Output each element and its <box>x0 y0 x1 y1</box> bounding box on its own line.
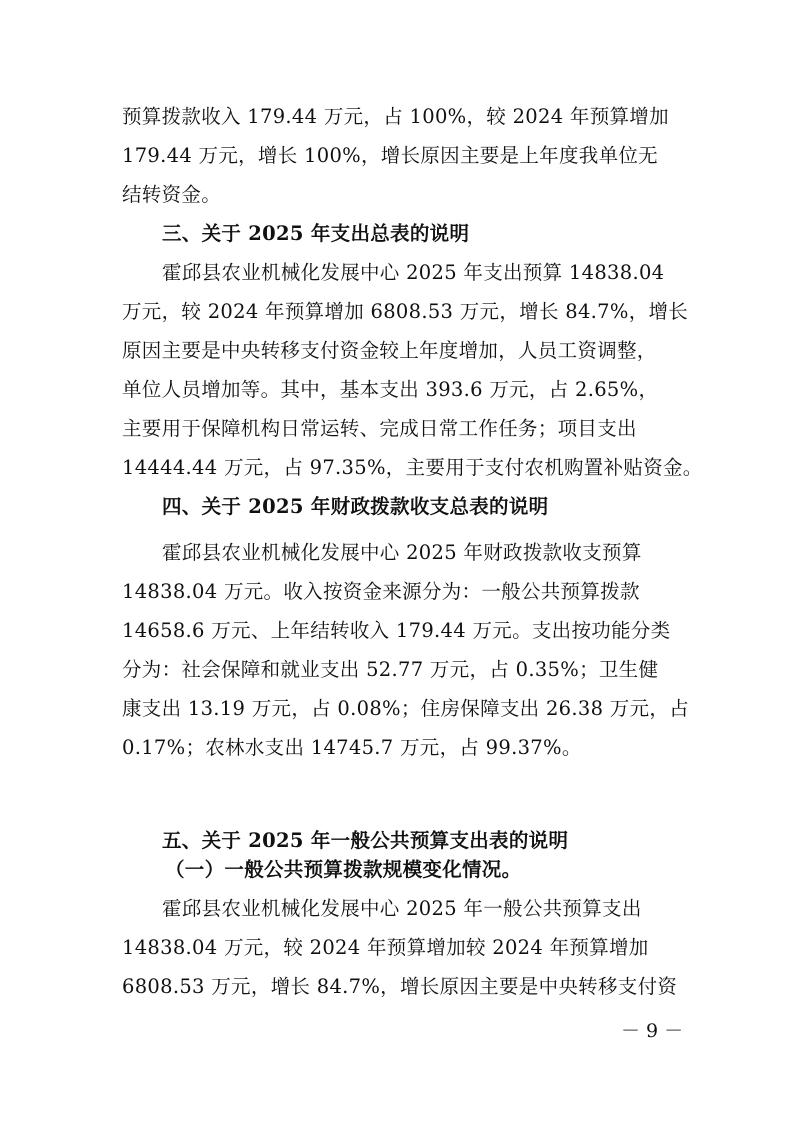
section4-heading: 四、关于 2025 年财政拨款收支总表的说明 <box>162 495 549 518</box>
intro-line-3: 结转资金。 <box>122 183 222 206</box>
section4-line-2: 14838.04 万元。收入按资金来源分为：一般公共预算拨款 <box>122 580 640 603</box>
section4-line-3: 14658.6 万元、上年结转收入 179.44 万元。支出按功能分类 <box>122 619 671 642</box>
section4-line-4: 分为：社会保障和就业支出 52.77 万元，占 0.35%；卫生健 <box>122 658 659 681</box>
section3-line-1: 霍邱县农业机械化发展中心 2025 年支出预算 14838.04 <box>162 261 665 284</box>
section5-subheading: （一）一般公共预算拨款规模变化情况。 <box>165 858 522 881</box>
section3-line-6: 14444.44 万元，占 97.35%，主要用于支付农机购置补贴资金。 <box>122 456 703 479</box>
section4-line-5: 康支出 13.19 万元，占 0.08%；住房保障支出 26.38 万元，占 <box>122 697 689 720</box>
section4-line-6: 0.17%；农林水支出 14745.7 万元，占 99.37%。 <box>122 736 582 759</box>
section3-line-4: 单位人员增加等。其中，基本支出 393.6 万元，占 2.65%， <box>122 378 659 401</box>
section3-line-5: 主要用于保障机构日常运转、完成日常工作任务；项目支出 <box>122 417 637 440</box>
section3-heading: 三、关于 2025 年支出总表的说明 <box>162 222 470 245</box>
intro-line-1: 预算拨款收入 179.44 万元，占 100%，较 2024 年预算增加 <box>122 105 669 128</box>
section4-line-1: 霍邱县农业机械化发展中心 2025 年财政拨款收支预算 <box>162 541 642 564</box>
intro-line-2: 179.44 万元，增长 100%，增长原因主要是上年度我单位无 <box>122 144 658 167</box>
section5-line-1: 霍邱县农业机械化发展中心 2025 年一般公共预算支出 <box>162 897 642 920</box>
section5-line-2: 14838.04 万元，较 2024 年预算增加较 2024 年预算增加 <box>122 936 649 959</box>
section3-line-2: 万元，较 2024 年预算增加 6808.53 万元，增长 84.7%，增长 <box>122 300 689 323</box>
section3-line-3: 原因主要是中央转移支付资金较上年度增加，人员工资调整， <box>122 339 657 362</box>
section5-line-3: 6808.53 万元，增长 84.7%，增长原因主要是中央转移支付资 <box>122 975 678 998</box>
section5-heading: 五、关于 2025 年一般公共预算支出表的说明 <box>162 829 569 852</box>
page-number: － 9 － <box>621 1020 684 1042</box>
